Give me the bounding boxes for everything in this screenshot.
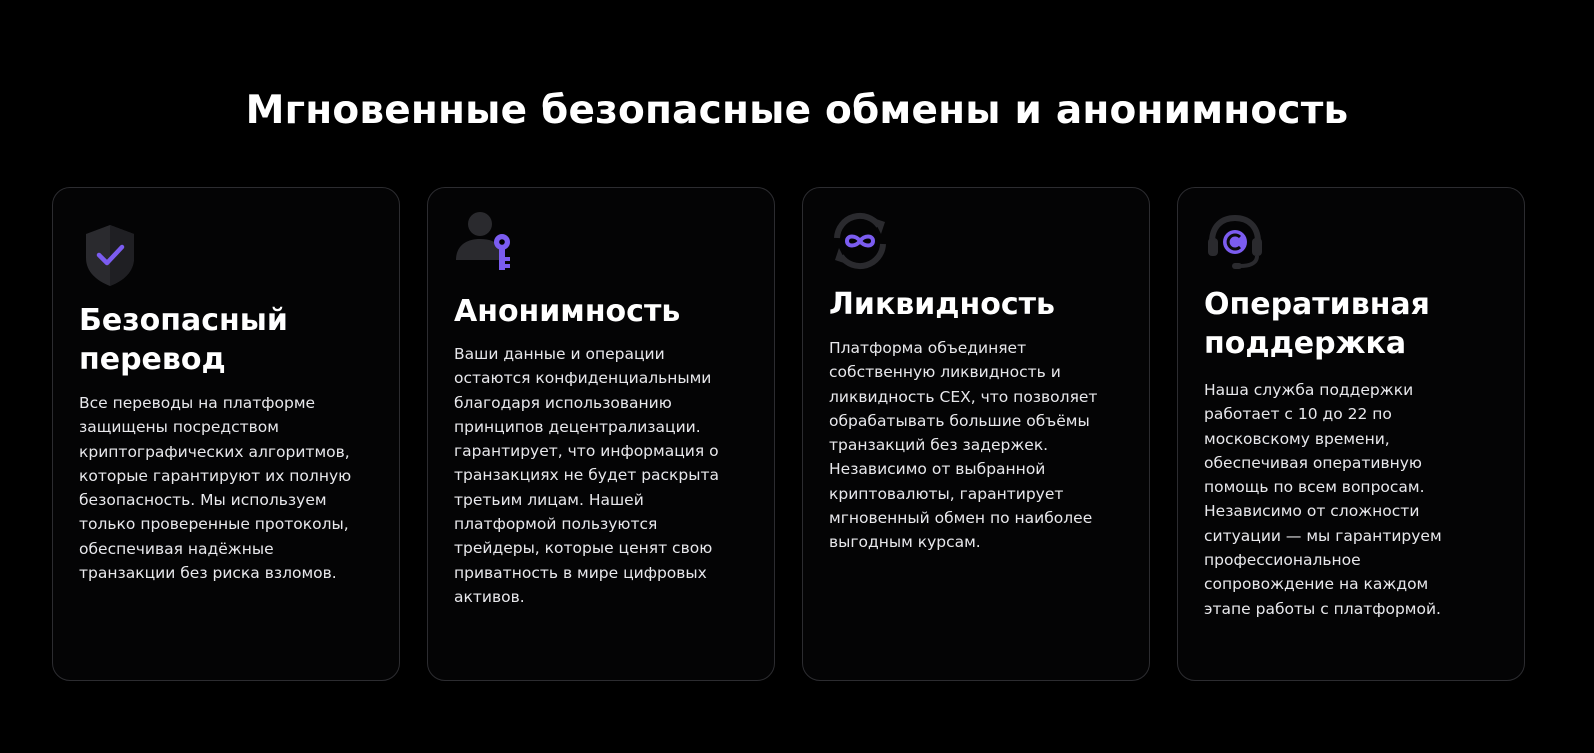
exchange-infinity-icon <box>827 208 893 274</box>
feature-card-support <box>1177 187 1525 681</box>
feature-card-anonymity <box>427 187 775 681</box>
card-title: Оперативная поддержка <box>1204 287 1430 361</box>
card-description: Наша служба поддержки работает с 10 до 22 по московскому времени, обеспечивая оперативную помощь по всем вопросам. Независимо от сложности ситуации — мы гарантируем профессиональное сопровождение на каждом этапе работы с платформой. <box>1204 381 1442 618</box>
feature-card-liquidity <box>802 187 1150 681</box>
card-title: Безопасный перевод <box>79 303 288 377</box>
card-description: Ваши данные и операции остаются конфиденциальными благодаря использованию принципов децентрализации. гарантирует, что информация о транзакциях не будет раскрыта третьим лицам. Нашей платформой пользуются трейдеры, которые ценят свою приватность в мире цифровых активов. <box>454 345 720 606</box>
headset-support-icon <box>1202 208 1268 274</box>
card-description: Все переводы на платформе защищены посредством криптографических алгоритмов, которые гарантируют их полную безопасность. Мы используем только проверенные протоколы, обеспечивая надёжные транзакции без риска взломов. <box>79 394 352 583</box>
card-title: Анонимность <box>454 294 681 329</box>
feature-card-secure-transfer <box>52 187 400 681</box>
user-key-icon <box>452 208 518 274</box>
card-title: Ликвидность <box>829 287 1056 322</box>
card-description: Платформа объединяет собственную ликвидность и ликвидность CEX, что позволяет обрабатывать большие объёмы транзакций без задержек. Независимо от выбранной криптовалюты, гарантирует мгновенный обмен по наиболее выгодным курсам. <box>829 339 1098 552</box>
section-title: Мгновенные безопасные обмены и анонимность <box>245 88 1349 133</box>
shield-check-icon <box>77 222 143 288</box>
